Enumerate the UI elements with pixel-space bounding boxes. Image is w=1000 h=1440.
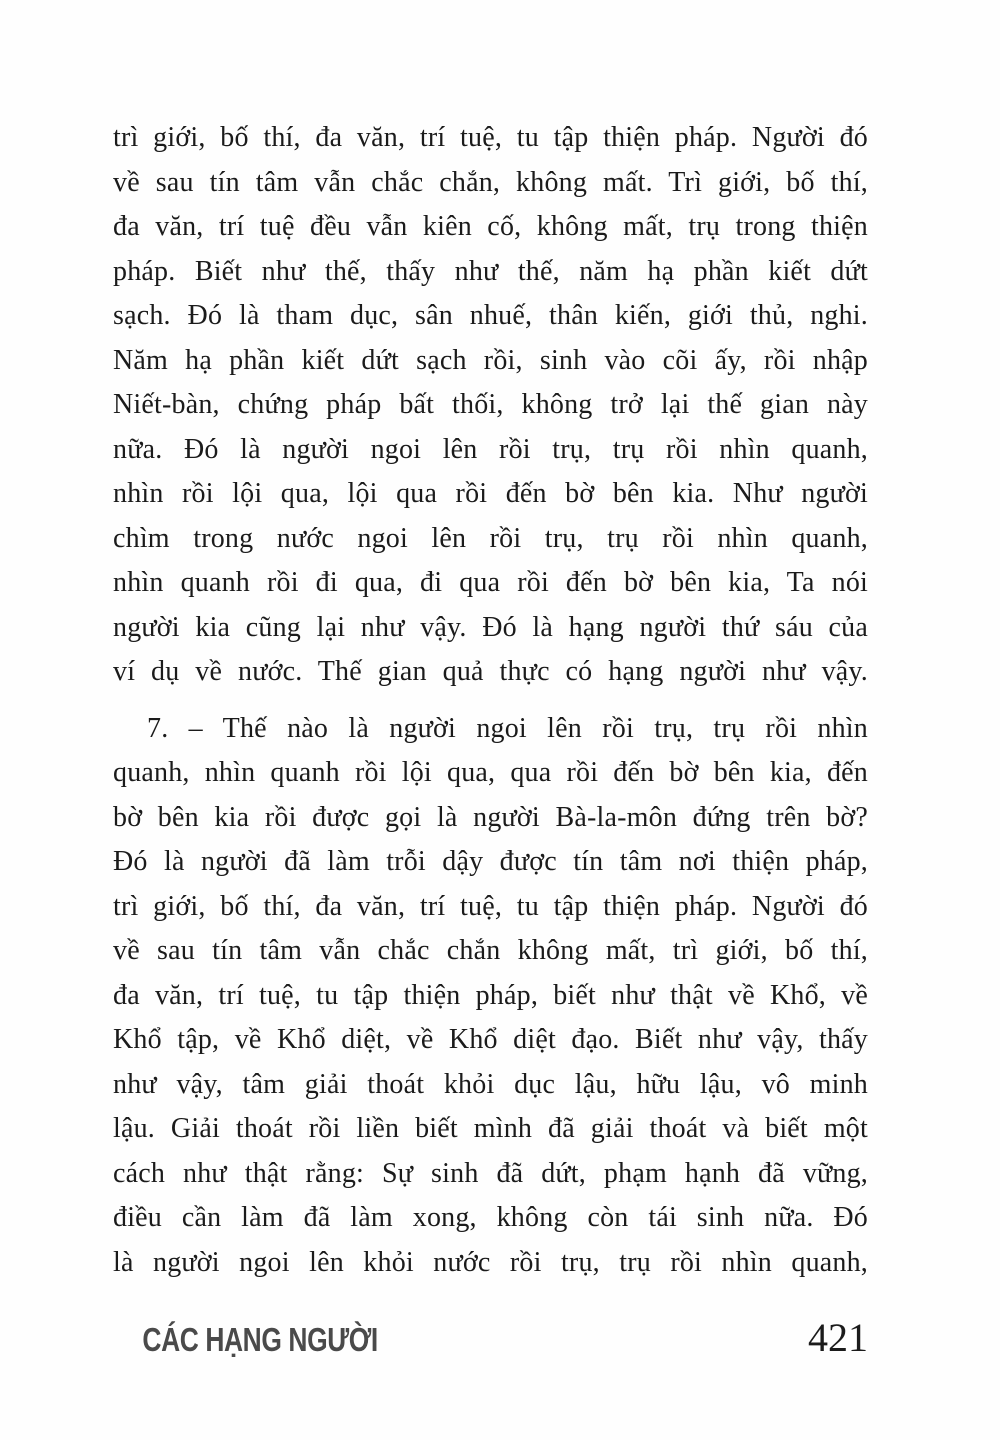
text-line: Niết-bàn, chứng pháp bất thối, không trở lại thế gian này — [113, 389, 868, 420]
text-line: nhìn quanh rồi đi qua, đi qua rồi đến bờ bên kia, Ta nói — [113, 567, 868, 598]
text-line: người kia cũng lại như vậy. Đó là hạng người thứ sáu của — [113, 611, 868, 643]
text-line: pháp. Biết như thế, thấy như thế, năm hạ phần kiết dứt — [113, 255, 868, 287]
page-number: 421 — [808, 1315, 868, 1360]
text-line: như vậy, tâm giải thoát khỏi dục lậu, hữu lậu, vô minh — [113, 1068, 868, 1100]
text-line: điều cần làm đã làm xong, không còn tái sinh nữa. Đó — [113, 1202, 868, 1233]
text-line: cách như thật rằng: Sự sinh đã dứt, phạm hạnh đã vững, — [113, 1157, 868, 1189]
text-line: đa văn, trí tuệ đều vẫn kiên cố, không mất, trụ trong thiện — [113, 211, 868, 242]
text-line: đa văn, trí tuệ, tu tập thiện pháp, biết như thật về Khổ, về — [113, 979, 868, 1011]
text-line: trì giới, bố thí, đa văn, trí tuệ, tu tập thiện pháp. Người đó — [113, 890, 868, 922]
text-line: về sau tín tâm vẫn chắc chắn không mất, trì giới, bố thí, — [113, 935, 868, 966]
body-text — [113, 116, 868, 1285]
text-line: chìm trong nước ngoi lên rồi trụ, trụ rồi nhìn quanh, — [113, 522, 868, 554]
page-footer — [113, 1315, 868, 1360]
text-line: 7. – Thế nào là người ngoi lên rồi trụ, trụ rồi nhìn — [147, 712, 868, 744]
text-line: nhìn rồi lội qua, lội qua rồi đến bờ bên kia. Như người — [113, 478, 868, 509]
text-line: trì giới, bố thí, đa văn, trí tuệ, tu tập thiện pháp. Người đó — [113, 122, 868, 153]
text-line: lậu. Giải thoát rồi liền biết mình đã giải thoát và biết một — [113, 1113, 868, 1144]
text-line: nữa. Đó là người ngoi lên rồi trụ, trụ rồi nhìn quanh, — [113, 433, 868, 465]
text-line: Đó là người đã làm trỗi dậy được tín tâm nơi thiện pháp, — [113, 846, 868, 877]
text-line: về sau tín tâm vẫn chắc chắn, không mất. Trì giới, bố thí, — [113, 166, 868, 198]
text-line: là người ngoi lên khỏi nước rồi trụ, trụ rồi nhìn quanh, — [113, 1246, 868, 1278]
text-line: ví dụ về nước. Thế gian quả thực có hạng người như vậy. — [113, 656, 868, 687]
text-line: bờ bên kia rồi được gọi là người Bà-la-môn đứng trên bờ? — [113, 801, 868, 833]
paragraph — [113, 116, 868, 695]
text-line: sạch. Đó là tham dục, sân nhuế, thân kiến, giới thủ, nghi. — [113, 300, 868, 331]
text-line: Khổ tập, về Khổ diệt, về Khổ diệt đạo. Biết như vậy, thấy — [113, 1024, 868, 1055]
running-title: CÁC HẠNG NGƯỜI — [142, 1321, 378, 1358]
text-line: Năm hạ phần kiết dứt sạch rồi, sinh vào cõi ấy, rồi nhập — [113, 344, 868, 376]
paragraph — [113, 707, 868, 1286]
text-line: quanh, nhìn quanh rồi lội qua, qua rồi đến bờ bên kia, đến — [113, 757, 868, 788]
